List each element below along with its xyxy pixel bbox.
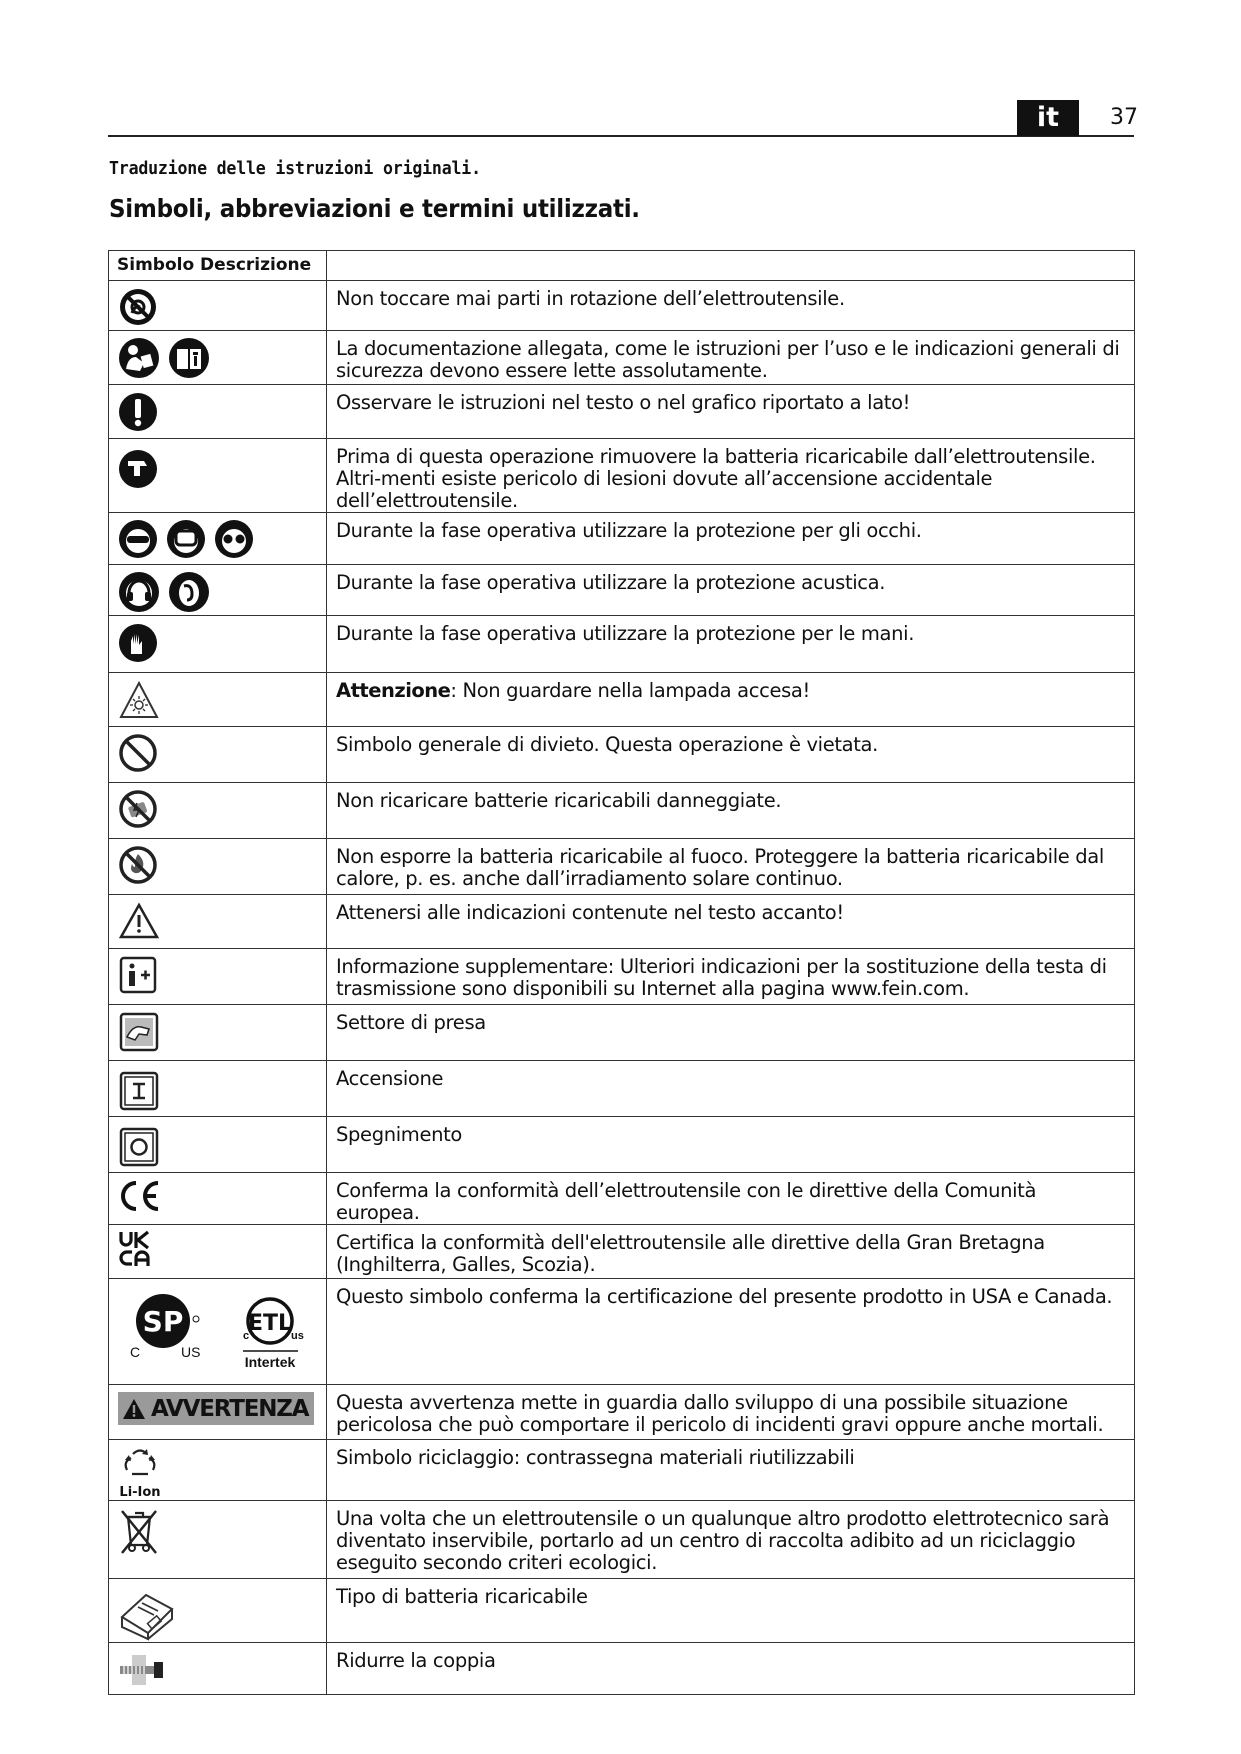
svg-text:ETL: ETL — [247, 1311, 293, 1336]
table-header: Simbolo Descrizione — [109, 251, 327, 281]
hand-protection-icon — [118, 622, 158, 664]
switch-on-icon — [118, 1070, 160, 1112]
no-touch-rotating-icon — [118, 287, 158, 327]
table-row — [109, 1579, 1135, 1643]
table-row — [109, 281, 1135, 331]
attention-text: : Non guardare nella lampada accesa! — [450, 679, 810, 702]
table-row — [109, 565, 1135, 616]
warning-triangle-icon — [122, 1398, 146, 1420]
etl-c-label: c — [243, 1330, 250, 1342]
table-row — [109, 727, 1135, 783]
description-cell: Questo simbolo conferma la certificazione del presente prodotto in USA e Canada. — [327, 1279, 1135, 1385]
table-row — [109, 1225, 1135, 1279]
description-cell: Informazione supplementare: Ulteriori indicazioni per la sostituzione della testa di trasmissione sono disponibili su Internet alla pagina www.fein.com. — [327, 949, 1135, 1005]
table-row — [109, 616, 1135, 673]
ce-mark-icon — [118, 1179, 162, 1213]
symbol-cell — [109, 1643, 327, 1695]
ear-protection-icon — [118, 571, 160, 613]
description-cell: Durante la fase operativa utilizzare la protezione per le mani. — [327, 616, 1135, 673]
table-header-row — [109, 251, 1135, 281]
description-cell: Non toccare mai parti in rotazione dell’elettroutensile. — [327, 281, 1135, 331]
svg-text:SP: SP — [142, 1305, 184, 1338]
table-row — [109, 1385, 1135, 1440]
description-cell: Certifica la conformità dell'elettroutensile alle direttive della Gran Bretagna (Inghilterra, Galles, Scozia). — [327, 1225, 1135, 1279]
symbol-cell — [109, 616, 327, 673]
table-row — [109, 1440, 1135, 1501]
grip-area-icon — [118, 1011, 160, 1053]
intertek-label: Intertek — [244, 1354, 296, 1370]
etl-mark — [243, 1299, 304, 1370]
symbol-cell — [109, 673, 327, 727]
subtitle: Traduzione delle istruzioni originali. — [109, 158, 481, 179]
description-cell: Settore di presa — [327, 1005, 1135, 1061]
symbol-cell — [109, 331, 327, 385]
symbol-cell — [109, 1225, 327, 1279]
page-number: 37 — [1110, 105, 1138, 130]
description-cell: Prima di questa operazione rimuovere la batteria ricaricabile dall’elettroutensile. Altri-menti esiste pericolo di lesioni dovute all’accensione accidentale dell’elettroutensile. — [327, 439, 1135, 513]
symbol-cell — [109, 1501, 327, 1579]
table-row — [109, 439, 1135, 513]
symbol-cell — [109, 1173, 327, 1225]
warning-triangle-icon — [118, 901, 160, 941]
description-cell: Ridurre la coppia — [327, 1643, 1135, 1695]
table-row — [109, 1173, 1135, 1225]
etl-us-label: us — [291, 1330, 304, 1342]
description-cell: Durante la fase operativa utilizzare la protezione acustica. — [327, 565, 1135, 616]
csa-mark — [130, 1294, 200, 1360]
description-cell: Una volta che un elettroutensile o un qualunque altro prodotto elettrotecnico sarà diventato inservibile, portarlo ad un centro di raccolta adibito ad un riciclaggio eseguito secondo criteri ecologici. — [327, 1501, 1135, 1579]
description-cell: Durante la fase operativa utilizzare la protezione per gli occhi. — [327, 513, 1135, 565]
table-row — [109, 1005, 1135, 1061]
table-row — [109, 1279, 1135, 1385]
symbol-cell — [109, 1005, 327, 1061]
table-row — [109, 1501, 1135, 1579]
read-manual-icon — [168, 337, 210, 379]
language-badge: it — [1017, 100, 1079, 136]
symbol-cell — [109, 727, 327, 783]
prohibition-icon — [118, 733, 158, 773]
table-header-empty — [327, 251, 1135, 281]
description-cell: Tipo di batteria ricaricabile — [327, 1579, 1135, 1643]
symbol-cell — [109, 895, 327, 949]
csa-c-label: C — [130, 1344, 141, 1360]
symbol-cell — [109, 949, 327, 1005]
description-cell — [327, 673, 1135, 727]
info-plus-icon — [118, 955, 158, 995]
switch-off-icon — [118, 1126, 160, 1168]
description-cell: La documentazione allegata, come le istruzioni per l’uso e le indicazioni generali di sicurezza devono essere lette assolutamente. — [327, 331, 1135, 385]
symbol-cell — [109, 1117, 327, 1173]
symbol-cell — [109, 1279, 327, 1385]
battery-pack-icon — [118, 1587, 176, 1641]
attention-label: Attenzione — [336, 679, 451, 702]
no-fire-icon — [118, 845, 158, 885]
table-row — [109, 1061, 1135, 1117]
description-cell: Conferma la conformità dell’elettroutensile con le direttive della Comunità europea. — [327, 1173, 1135, 1225]
page-title: Simboli, abbreviazioni e termini utilizzati. — [109, 194, 640, 223]
header-rule — [108, 135, 1134, 137]
recycling-arrows-icon — [121, 1446, 159, 1480]
eye-protection-icon — [118, 519, 158, 559]
weee-bin-icon — [118, 1507, 160, 1557]
table-row — [109, 385, 1135, 439]
lamp-warning-icon — [118, 679, 160, 721]
symbol-cell — [109, 1385, 327, 1440]
symbol-cell — [109, 385, 327, 439]
no-charge-damaged-icon — [118, 789, 158, 829]
remove-battery-icon — [118, 449, 158, 489]
csa-etl-mark-icon — [118, 1279, 318, 1379]
table-row — [109, 839, 1135, 895]
table-row — [109, 949, 1135, 1005]
description-cell: Questa avvertenza mette in guardia dallo sviluppo di una possibile situazione pericolosa che può comportare il pericolo di incidenti gravi oppure anche mortali. — [327, 1385, 1135, 1440]
csa-us-label: US — [181, 1344, 201, 1360]
mandatory-icon — [118, 391, 158, 433]
goggles-icon — [214, 519, 254, 559]
description-cell: Osservare le istruzioni nel testo o nel grafico riportato a lato! — [327, 385, 1135, 439]
li-ion-label: Li-Ion — [119, 1485, 161, 1500]
symbol-cell — [109, 783, 327, 839]
table-row — [109, 1643, 1135, 1695]
symbol-cell — [109, 839, 327, 895]
table-row — [109, 513, 1135, 565]
description-cell: Non esporre la batteria ricaricabile al fuoco. Proteggere la batteria ricaricabile dal calore, p. es. anche dall’irradiamento solare continuo. — [327, 839, 1135, 895]
ear-muff-icon — [168, 571, 210, 613]
description-cell: Non ricaricare batterie ricaricabili danneggiate. — [327, 783, 1135, 839]
symbol-cell — [109, 1061, 327, 1117]
recycling-li-ion-icon — [118, 1440, 162, 1500]
symbol-cell — [109, 281, 327, 331]
table-row — [109, 331, 1135, 385]
table-row — [109, 673, 1135, 727]
description-cell: Attenersi alle indicazioni contenute nel testo accanto! — [327, 895, 1135, 949]
symbol-cell — [109, 1579, 327, 1643]
ukca-mark-icon — [118, 1230, 152, 1268]
read-manual-person-icon — [118, 337, 160, 379]
description-cell: Accensione — [327, 1061, 1135, 1117]
description-cell: Simbolo generale di divieto. Questa operazione è vietata. — [327, 727, 1135, 783]
table-row — [109, 1117, 1135, 1173]
description-cell: Spegnimento — [327, 1117, 1135, 1173]
warning-label — [118, 1392, 314, 1425]
symbols-table — [108, 250, 1135, 1695]
symbol-cell — [109, 439, 327, 513]
description-cell: Simbolo riciclaggio: contrassegna materiali riutilizzabili — [327, 1440, 1135, 1501]
symbol-cell — [109, 513, 327, 565]
reduce-torque-icon — [118, 1653, 166, 1687]
warning-label-text: AVVERTENZA — [151, 1395, 309, 1422]
face-shield-icon — [166, 519, 206, 559]
symbol-cell — [109, 1440, 327, 1501]
table-row — [109, 895, 1135, 949]
table-row — [109, 783, 1135, 839]
symbol-cell — [109, 565, 327, 616]
